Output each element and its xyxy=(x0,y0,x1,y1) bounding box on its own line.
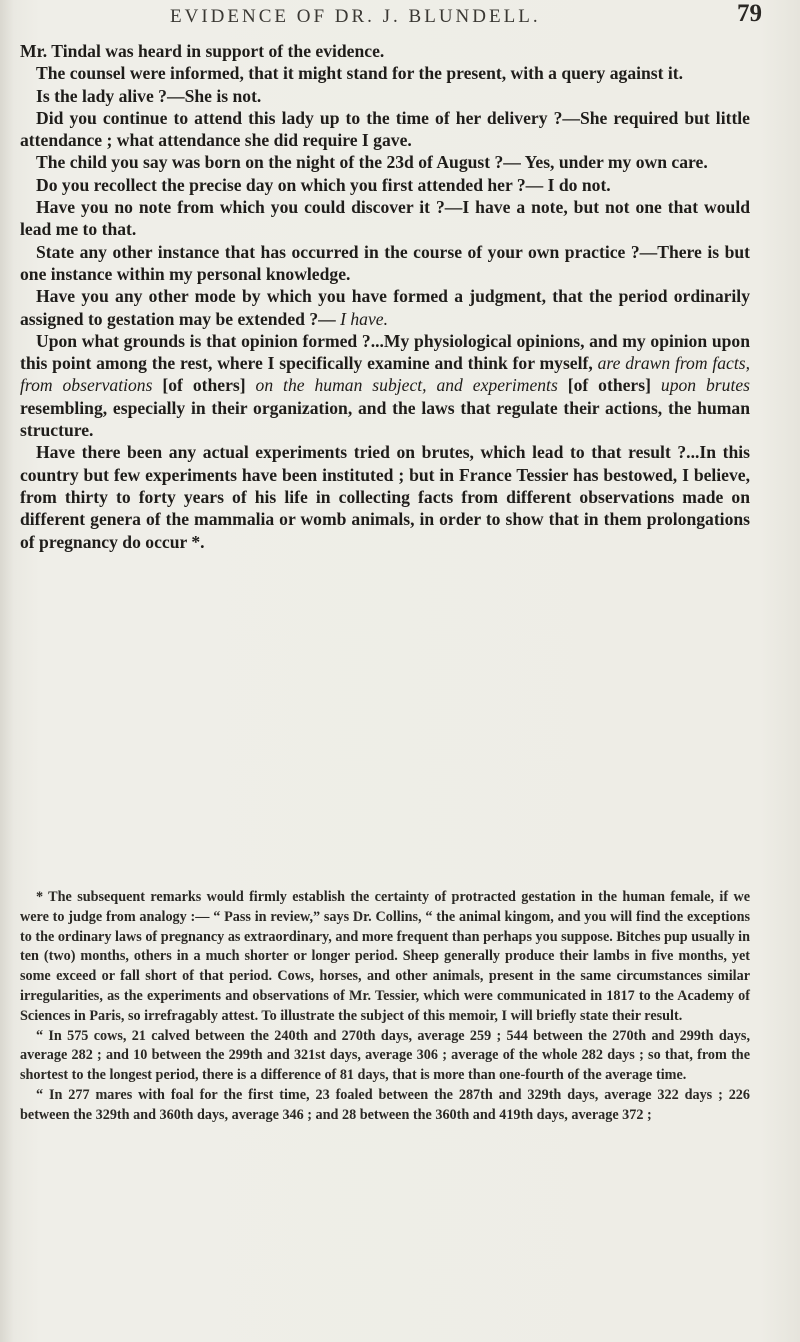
paragraph-grounds xyxy=(20,330,750,441)
main-text xyxy=(20,40,750,553)
footnote xyxy=(20,888,750,1126)
bracket-segment: [of others] xyxy=(567,375,651,396)
text-segment: Upon what grounds is that opinion formed ?...My physiological opinions, and my opinion upon this point among the rest, where I specifically examine and think for myself, xyxy=(20,330,750,374)
question-text: Have you any other mode by which you have formed a judgment, that the period ordinarily assigned to gestation may be extended ?— xyxy=(20,286,750,329)
paragraph: Have there been any actual experiments tried on brutes, which lead to that result ?...In this country but few experiments have been instituted ; but in France Tessier has bestowed, I believe, from thirty to forty years of his life in collecting facts from different observations made on different genera of the mammalia or womb animals, in order to show that in them prolongations of pregnancy do occur *. xyxy=(20,442,750,552)
footnote-paragraph: “ In 277 mares with foal for the first time, 23 foaled between the 287th and 329th days, average 322 days ; 226 between the 329th and 360th days, average 346 ; and 28 between the 360th and 419th days, average 372 ; xyxy=(20,1086,750,1123)
paragraph: Mr. Tindal was heard in support of the evidence. xyxy=(20,41,385,61)
paragraph: Did you continue to attend this lady up to the time of her delivery ?—She required but little attendance ; what attendance she did require I gave. xyxy=(20,107,750,151)
paragraph: State any other instance that has occurred in the course of your own practice ?—There is but one instance within my personal knowledge. xyxy=(20,241,750,284)
paragraph: Is the lady alive ?—She is not. xyxy=(36,85,262,106)
running-head: EVIDENCE OF DR. J. BLUNDELL. xyxy=(170,6,541,27)
italic-answer: I have. xyxy=(340,308,388,329)
bracket-segment: [of others] xyxy=(162,375,246,396)
page-number: 79 xyxy=(737,0,762,27)
footnote-paragraph: * The subsequent remarks would firmly establish the certainty of protracted gestation in the human female, if we were to judge from analogy :— “ Pass in review,” says Dr. Collins, “ the animal kingom, and you will find the exceptions to the ordinary laws of pregnancy as extraordinary, and more frequent than perhaps you suppose. Bitches pup usually in ten (two) months, others in a much shorter or longer period. Sheep generally produce their lambs in five months, yet some exceed or fall short of that period. Cows, horses, and other animals, present in the same circumstances similar irregularities, as the experiments and observations of Mr. Tessier, which were communicated in 1817 to the Academy of Sciences in Paris, so irrefragably attest. To illustrate the subject of this memoir, I will briefly state their result. xyxy=(20,889,750,1024)
footnote-paragraph: “ In 575 cows, 21 calved between the 240th and 270th days, average 259 ; 544 between the 270th and 299th days, average 282 ; and 10 between the 299th and 321st days, average 306 ; average of the whole 282 days ; so that, from the shortest to the longest period, there is a difference of 81 days, that is more than one-fourth of the average time. xyxy=(20,1027,750,1084)
italic-segment: on the human subject, and experiments xyxy=(255,375,558,396)
paragraph: Do you recollect the precise day on which you first attended her ?— I do not. xyxy=(36,174,611,195)
paragraph: Have you no note from which you could discover it ?—I have a note, but not one that would lead me to that. xyxy=(20,197,750,240)
italic-segment: upon brutes xyxy=(660,375,750,396)
text-segment: resembling, especially in their organization, and the laws that regulate their actions, the human structure. xyxy=(20,397,750,441)
italic-segment: are drawn from facts, from observations xyxy=(20,353,750,396)
paragraph: The counsel were informed, that it might stand for the present, with a query against it. xyxy=(36,63,684,84)
paragraph xyxy=(20,285,750,330)
paragraph: The child you say was born on the night of the 23d of August ?— Yes, under my own care. xyxy=(36,152,708,173)
